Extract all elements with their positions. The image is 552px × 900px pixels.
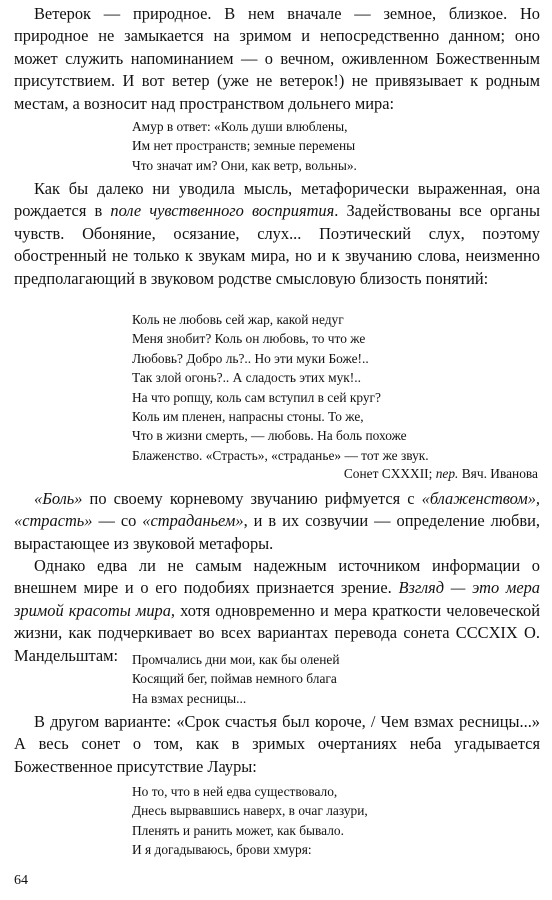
poem-line: На что ропщу, коль сам вступил в сей круг? [132, 389, 381, 405]
poem-line: На взмах ресницы... [132, 690, 247, 706]
paragraph-text: , и в их созвучии — определение любви, вырастающее из звуковой метафоры. [14, 511, 541, 553]
poem-line: Что в жизни смерть, — любовь. На боль похоже [132, 428, 407, 444]
paragraph-text: — со [92, 511, 143, 531]
emphasis-text: Взгляд — это мера зримой красоты мира, [14, 578, 540, 620]
poem-amur [132, 117, 357, 175]
poem-line: И я догадываюсь, брови хмуря: [132, 842, 312, 858]
emphasis-text: «Боль» [34, 489, 83, 508]
poem-line: Так злой огонь?.. А сладость этих мук!.. [132, 370, 361, 386]
poem-sonnet-319 [132, 650, 340, 708]
poem-laura [132, 782, 368, 860]
poem-line: Коль не любовь сей жар, какой недуг [132, 312, 344, 327]
attribution-text: Сонет CXXXII; [343, 466, 436, 481]
poem-line: Любовь? Добро ль?.. Но эти муки Боже!.. [132, 350, 369, 366]
emphasis-text: «страданьем» [142, 511, 244, 531]
paragraph-text: В другом варианте: «Срок счастья был короче, / Чем взмах ресницы...» А весь сонет о том, как в зримых очертаниях неба угадывается Божественное присутствие Лауры: [14, 712, 540, 776]
paragraph-text: Как бы далеко ни уводила мысль, метафорически выраженная, она рождается в [14, 179, 540, 221]
poem-attribution [344, 466, 538, 482]
poem-line: Блаженство. «Страсть», «страданье» — тот же звук. [132, 447, 429, 463]
emphasis-text: «блаженством», «страсть» [14, 489, 540, 531]
poem-line: Меня знобит? Коль он любовь, то что же [132, 331, 366, 347]
paragraph-text: Ветерок — природное. В нем вначале — земное, близкое. Но природное не замыкается на зримом и непосредственно данном; оно может служить напоминанием — о вечном, оживленном Божественным присутствием. И вот ветер (уже не ветерок!) не привязывает к родным местам, а возносит над пространством дольнего мира: [14, 4, 540, 113]
poem-sonnet-132 [132, 310, 429, 465]
paragraph-text: Однако едва ли не самым надежным источником информации о внешнем мире и о его подобиях признается зрение. [14, 556, 540, 598]
paragraph-text: хотя одновременно и мера краткости человеческой жизни, как подчеркивает во всех вариантах перевода сонета CCCXIX О. Мандельштам: [14, 600, 540, 665]
poem-line: Амур в ответ: «Коль души влюблены, [132, 119, 348, 134]
attribution-abbrev: пер. [435, 466, 459, 481]
poem-line: Днесь вырвавшись наверх, в очаг лазури, [132, 803, 368, 819]
poem-line: Но то, что в ней едва существовало, [132, 784, 338, 799]
paragraph-text: по своему корневому звучанию рифмуется с [82, 489, 422, 508]
poem-line: Пленять и ранить может, как бывало. [132, 822, 344, 838]
poem-line: Им нет пространств; земные перемены [132, 138, 356, 154]
page-number: 64 [14, 873, 28, 888]
paragraph-text: . Задействованы все органы чувств. Обоняние, осязание, слух... Поэтический слух, поэтому обостренный не только к звукам мира, но и к звучанию слова, неизменно предполагающий в звуковом родстве смысловую близость понятий: [14, 201, 540, 288]
paragraph-wind [14, 3, 540, 115]
poem-line: Коль им пленен, напрасны стоны. То же, [132, 409, 364, 425]
poem-line: Косящий бег, поймав немного блага [132, 671, 337, 687]
paragraph-senses [14, 178, 540, 290]
emphasis-text: поле чувственного восприятия [110, 201, 335, 221]
poem-line: Что значат им? Они, как ветр, вольны». [132, 157, 357, 173]
paragraph-pain [14, 488, 540, 555]
paragraph-variant [14, 711, 540, 778]
poem-line: Промчались дни мои, как бы оленей [132, 652, 340, 667]
attribution-text: Вяч. Иванова [458, 466, 538, 481]
